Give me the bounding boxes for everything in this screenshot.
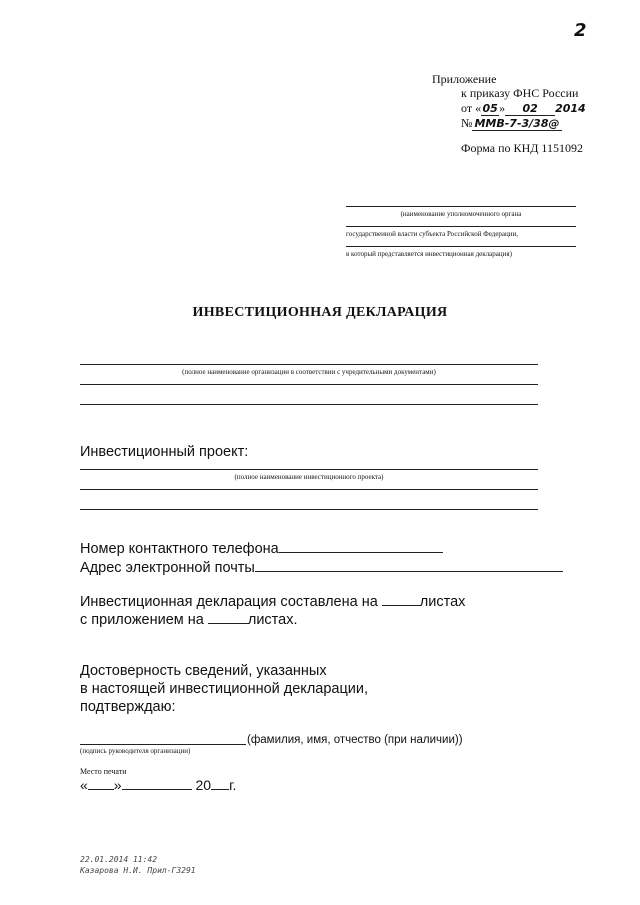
sheets-text-2: с приложением на	[80, 612, 204, 628]
sheets-unit-1: листах	[419, 594, 466, 610]
date-prefix: от «	[461, 101, 482, 115]
project-line-2	[80, 489, 538, 490]
email-field	[255, 559, 563, 572]
date-row	[80, 777, 236, 793]
date-month: 02	[505, 102, 555, 116]
project-caption: (полное наименование инвестиционного проекта)	[234, 473, 384, 481]
signature-line	[80, 744, 246, 745]
project-line-1	[80, 469, 538, 470]
organization-line-1	[80, 364, 538, 365]
appendix-number	[461, 116, 562, 131]
name-caption: (фамилия, имя, отчество (при наличии))	[247, 734, 463, 746]
phone-label: Номер контактного телефона	[80, 541, 279, 557]
authority-line-3	[346, 246, 576, 247]
footer-timestamp: 22.01.2014 11:42	[80, 855, 158, 864]
organization-line-2	[80, 384, 538, 385]
sign-month-field	[122, 777, 192, 790]
phone-row	[80, 540, 443, 557]
year-prefix: 20	[195, 777, 212, 793]
page-number: 2	[574, 20, 587, 41]
sheets-count-field	[382, 593, 420, 606]
sign-caption: (подпись руководителя организации)	[80, 747, 191, 755]
form-code: Форма по КНД 1151092	[461, 141, 583, 155]
confirm-line-2: в настоящей инвестиционной декларации,	[80, 681, 369, 697]
date-year: 2014	[555, 102, 586, 115]
project-line-3	[80, 509, 538, 510]
footer-author: Казарова Н.И. Прил-Г3291	[80, 866, 196, 875]
confirm-line-3: подтверждаю:	[80, 699, 176, 715]
stamp-label: Место печати	[80, 767, 127, 776]
sheets-row-2	[80, 611, 298, 628]
date-mid: »	[499, 101, 506, 115]
confirm-line-1: Достоверность сведений, указанных	[80, 663, 327, 679]
organization-caption: (полное наименование организации в соответствии с учредительными документами)	[182, 368, 436, 376]
authority-line-2	[346, 226, 576, 227]
authority-caption-2: государственной власти субъекта Российской Федерации,	[346, 230, 519, 238]
email-label: Адрес электронной почты	[80, 560, 255, 576]
number-value: ММВ-7-3/38@	[474, 117, 560, 130]
year-suffix: г.	[229, 777, 237, 793]
project-label: Инвестиционный проект:	[80, 444, 249, 460]
appendix-order: к приказу ФНС России	[461, 86, 579, 100]
organization-line-3	[80, 404, 538, 405]
date-open-quote: «	[80, 777, 88, 793]
document-title: ИНВЕСТИЦИОННАЯ ДЕКЛАРАЦИЯ	[192, 305, 448, 320]
appendix-date	[461, 101, 586, 116]
attachment-count-field	[208, 611, 248, 624]
authority-caption-3: в который представляется инвестиционная декларация)	[346, 250, 512, 258]
date-day: 05	[482, 102, 498, 115]
number-prefix: №	[461, 116, 473, 130]
sheets-text-1: Инвестиционная декларация составлена на	[80, 594, 378, 610]
email-row	[80, 559, 563, 576]
authority-line-1	[346, 206, 576, 207]
date-close-quote: »	[113, 777, 122, 793]
sheets-row-1	[80, 593, 465, 610]
sign-day-field	[88, 777, 114, 790]
sheets-unit-2: листах.	[247, 612, 298, 628]
authority-caption-1: (наименование уполномоченного органа	[400, 210, 522, 218]
appendix-title: Приложение	[432, 72, 497, 86]
phone-field	[279, 540, 443, 553]
sign-year-field	[211, 777, 229, 790]
